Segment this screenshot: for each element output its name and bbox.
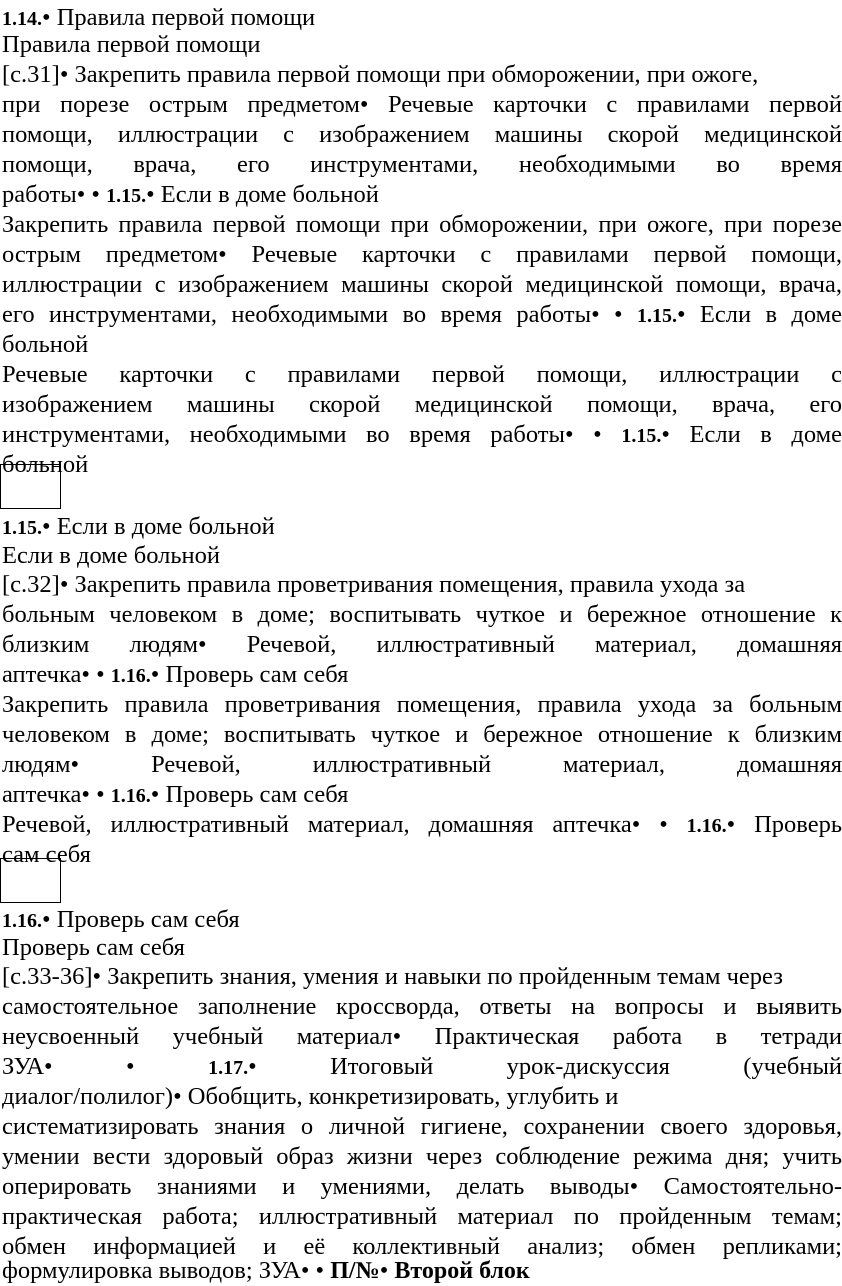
text-line: обмен информацией и её коллективный анализ; обмен репликами; [2, 1232, 842, 1262]
bullet-icon: • [91, 181, 100, 208]
bullet-icon: • [42, 4, 51, 31]
line-text: его инструментами, необходимыми во время работы [2, 301, 591, 328]
text-line [2, 962, 842, 992]
bullet-icon: • [81, 661, 90, 688]
line-text: близким людям [2, 631, 198, 658]
line-text: Проверь сам себя [165, 781, 348, 808]
bullet-icon: • [727, 811, 736, 838]
item-number: 1.17. [208, 1057, 248, 1079]
item-number: 1.15. [621, 425, 661, 447]
bullet-icon: • [151, 781, 160, 808]
line-text: Речевые карточки с правилами первой помощи, [252, 241, 842, 268]
text-line: практическая работа; иллюстративный материал по пройденным темам; [2, 1202, 842, 1232]
bullet-icon: • [677, 301, 686, 328]
line-text: Обобщить, конкретизировать, углубить и [188, 1083, 619, 1110]
text-line [2, 300, 842, 331]
bullet-icon: • [630, 1173, 639, 1200]
line-text: инструментами, необходимыми во время работы [2, 421, 565, 448]
bullet-icon: • [659, 811, 668, 838]
text-line [2, 90, 842, 120]
section-heading [2, 512, 842, 543]
bullet-icon: • [96, 781, 105, 808]
text-line [2, 1052, 842, 1083]
line-text: Практическая работа в тетради [435, 1023, 842, 1050]
bullet-icon: • [218, 241, 227, 268]
line-text: при порезе острым предметом [2, 91, 360, 118]
line-text: Речевой, иллюстративный материал, домашняя [151, 751, 842, 778]
bullet-icon: • [301, 1257, 310, 1284]
text-line: самостоятельное заполнение кроссворда, ответы на вопросы и выявить [2, 992, 842, 1022]
line-text: Самостоятельно- [664, 1173, 842, 1200]
text-line [2, 1022, 842, 1052]
text-line: изображением машины скорой медицинской помощи, врача, его [2, 390, 842, 420]
line-text: Речевые карточки с правилами первой [388, 91, 842, 118]
text-line: больной [2, 450, 842, 480]
line-text: аптечка [2, 661, 81, 688]
line-text: Проверь сам себя [165, 661, 348, 688]
text-line: помощи, врача, его инструментами, необходимыми во время [2, 150, 842, 180]
bullet-icon: • [42, 906, 51, 933]
line-text: Закрепить правила проветривания помещения, правила ухода за [75, 571, 746, 598]
line-text: Речевой, иллюстративный материал, домашняя аптечка [2, 811, 632, 838]
block-title: Второй блок [394, 1258, 529, 1284]
bullet-icon: • [360, 91, 369, 118]
page-ref: [с.33-36] [2, 963, 92, 990]
text-line [2, 420, 842, 451]
text-line: иллюстрации с изображением машины скорой медицинской помощи, врача, [2, 270, 842, 300]
bullet-icon: • [92, 963, 101, 990]
section-heading [2, 905, 842, 936]
bullet-icon: • [632, 811, 641, 838]
item-number: 1.15. [637, 305, 677, 327]
bullet-icon: • [60, 571, 69, 598]
heading-text: Проверь сам себя [57, 906, 240, 933]
bullet-icon: • [614, 301, 623, 328]
text-line [2, 630, 842, 660]
line-text: Речевой, иллюстративный материал, домашняя [247, 631, 842, 658]
heading-text: Правила первой помощи [57, 4, 315, 31]
bullet-icon: • [380, 1257, 389, 1284]
text-line [2, 750, 842, 780]
text-line [2, 240, 842, 270]
bullet-icon: • [198, 631, 207, 658]
text-line: Закрепить правила первой помощи при обморожении, при ожоге, при порезе [2, 210, 842, 240]
text-line: умении вести здоровый образ жизни через соблюдение режима дня; учить [2, 1142, 842, 1172]
text-line [2, 810, 842, 841]
section-subtitle: Если в доме больной [2, 541, 842, 571]
item-number: 1.14. [2, 8, 42, 30]
line-text: неусвоенный учебный материал [2, 1023, 393, 1050]
text-line: помощи, иллюстрации с изображением машины скорой медицинской [2, 120, 842, 150]
bullet-icon: • [146, 181, 155, 208]
bullet-icon: • [44, 1053, 53, 1080]
empty-cell-box [0, 858, 61, 903]
text-line [2, 780, 842, 811]
bullet-icon: • [591, 301, 600, 328]
item-number: 1.15. [106, 185, 146, 207]
line-text: ЗУА [2, 1053, 44, 1080]
line-text: работы [2, 181, 77, 208]
bullet-icon: • [60, 61, 69, 88]
item-number: 1.16. [111, 665, 151, 687]
bullet-icon: • [593, 421, 602, 448]
line-text: Итоговый урок-дискуссия (учебный [330, 1053, 842, 1080]
bullet-icon: • [173, 1083, 182, 1110]
line-text: диалог/полилог) [2, 1083, 173, 1110]
text-line [2, 60, 842, 90]
text-line: человеком в доме; воспитывать чуткое и бережное отношение к близким [2, 720, 842, 750]
text-line [2, 1256, 842, 1286]
line-text: Закрепить правила первой помощи при обморожении, при ожоге, [75, 61, 759, 88]
text-line: сам себя [2, 840, 842, 870]
line-text: оперировать знаниями и умениями, делать выводы [2, 1173, 630, 1200]
text-line [2, 180, 842, 211]
item-number: 1.16. [111, 785, 151, 807]
bullet-icon: • [661, 421, 670, 448]
page-ref: [с.32] [2, 571, 60, 598]
bullet-icon: • [77, 181, 86, 208]
line-text: Если в доме больной [161, 181, 379, 208]
bullet-icon: • [42, 513, 51, 540]
text-line [2, 1172, 842, 1202]
line-text: острым предметом [2, 241, 218, 268]
bullet-icon: • [71, 751, 80, 778]
text-line: больным человеком в доме; воспитывать чуткое и бережное отношение к [2, 600, 842, 630]
bullet-icon: • [248, 1053, 257, 1080]
bullet-icon: • [96, 661, 105, 688]
line-text: Если в доме [700, 301, 842, 328]
text-line [2, 660, 842, 691]
item-number: 1.16. [2, 910, 42, 932]
heading-text: Если в доме больной [57, 513, 275, 540]
text-line: Закрепить правила проветривания помещения, правила ухода за больным [2, 690, 842, 720]
bullet-icon: • [81, 781, 90, 808]
section-subtitle: Правила первой помощи [2, 30, 842, 60]
section-subtitle: Проверь сам себя [2, 933, 842, 963]
item-number: 1.16. [687, 815, 727, 837]
bullet-icon: • [316, 1257, 325, 1284]
text-line [2, 570, 842, 600]
line-text: аптечка [2, 781, 81, 808]
bullet-icon: • [393, 1023, 402, 1050]
text-line: Речевые карточки с правилами первой помощи, иллюстрации с [2, 360, 842, 390]
line-text: формулировка выводов; ЗУА [2, 1257, 301, 1284]
text-line [2, 1082, 842, 1112]
line-text: людям [2, 751, 71, 778]
item-number: П/№ [330, 1258, 379, 1284]
text-line: систематизировать знания о личной гигиене, сохранении своего здоровья, [2, 1112, 842, 1142]
line-text: Проверь [754, 811, 842, 838]
empty-cell-box [0, 464, 61, 509]
text-line: больной [2, 330, 842, 360]
item-number: 1.15. [2, 517, 42, 539]
line-text: Если в доме [690, 421, 842, 448]
bullet-icon: • [151, 661, 160, 688]
bullet-icon: • [126, 1053, 135, 1080]
bullet-icon: • [565, 421, 574, 448]
line-text: Закрепить знания, умения и навыки по пройденным темам через [107, 963, 783, 990]
page-ref: [с.31] [2, 61, 60, 88]
